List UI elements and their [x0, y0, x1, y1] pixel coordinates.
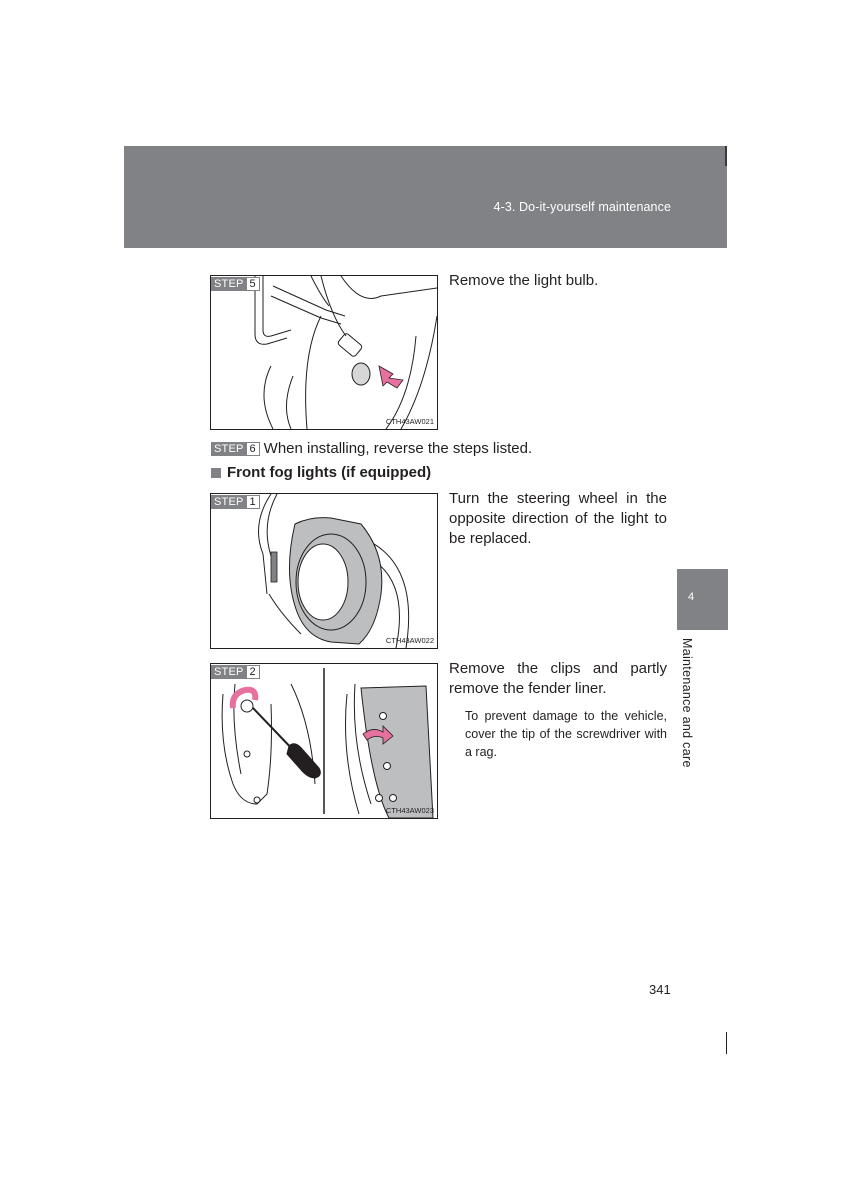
- step6-text: When installing, reverse the steps listed.: [263, 440, 533, 457]
- light-bulb-removal-illustration: [211, 276, 437, 429]
- step-word: STEP: [211, 665, 247, 679]
- step2-note: To prevent damage to the vehicle, cover the tip of the screwdriver with a rag.: [465, 709, 667, 759]
- step5-badge: [211, 277, 260, 291]
- header-edge-mark: [725, 146, 727, 166]
- chapter-title: Maintenance and care: [680, 638, 694, 768]
- step-number: 1: [247, 495, 260, 509]
- step6-badge: [211, 442, 260, 456]
- step2-badge: [211, 665, 260, 679]
- chapter-header-band: [124, 146, 727, 248]
- figure-code: CTH43AW021: [385, 417, 434, 426]
- steering-wheel-turned-illustration: [211, 494, 437, 648]
- step6-line: [211, 440, 532, 457]
- step-number: 6: [247, 442, 260, 456]
- page-number: 341: [649, 982, 671, 997]
- step1-badge: [211, 495, 260, 509]
- figure-code: CTH43AW022: [385, 636, 434, 645]
- chapter-number: 4: [688, 591, 695, 603]
- step1-text: Turn the steering wheel in the opposite direction of the light to be replaced.: [449, 490, 667, 547]
- figure-step1: [210, 493, 438, 649]
- section-title: 4-3. Do-it-yourself maintenance: [493, 200, 671, 214]
- figure-step2: [210, 663, 438, 819]
- fog-lights-heading-text: Front fog lights (if equipped): [227, 464, 432, 481]
- clip-removal-illustration: [211, 664, 437, 818]
- step-word: STEP: [211, 442, 247, 456]
- step2-text: Remove the clips and partly remove the fender liner.: [449, 660, 667, 697]
- step-word: STEP: [211, 495, 247, 509]
- page-edge-mark: [726, 1032, 727, 1054]
- chapter-tab: [677, 569, 728, 630]
- square-bullet-icon: [211, 468, 221, 478]
- figure-code: CTH43AW023: [385, 806, 434, 815]
- fog-lights-heading: [211, 464, 431, 481]
- step-number: 2: [247, 665, 260, 679]
- step5-text: Remove the light bulb.: [449, 272, 599, 289]
- step-word: STEP: [211, 277, 247, 291]
- step-number: 5: [247, 277, 260, 291]
- figure-step5: [210, 275, 438, 430]
